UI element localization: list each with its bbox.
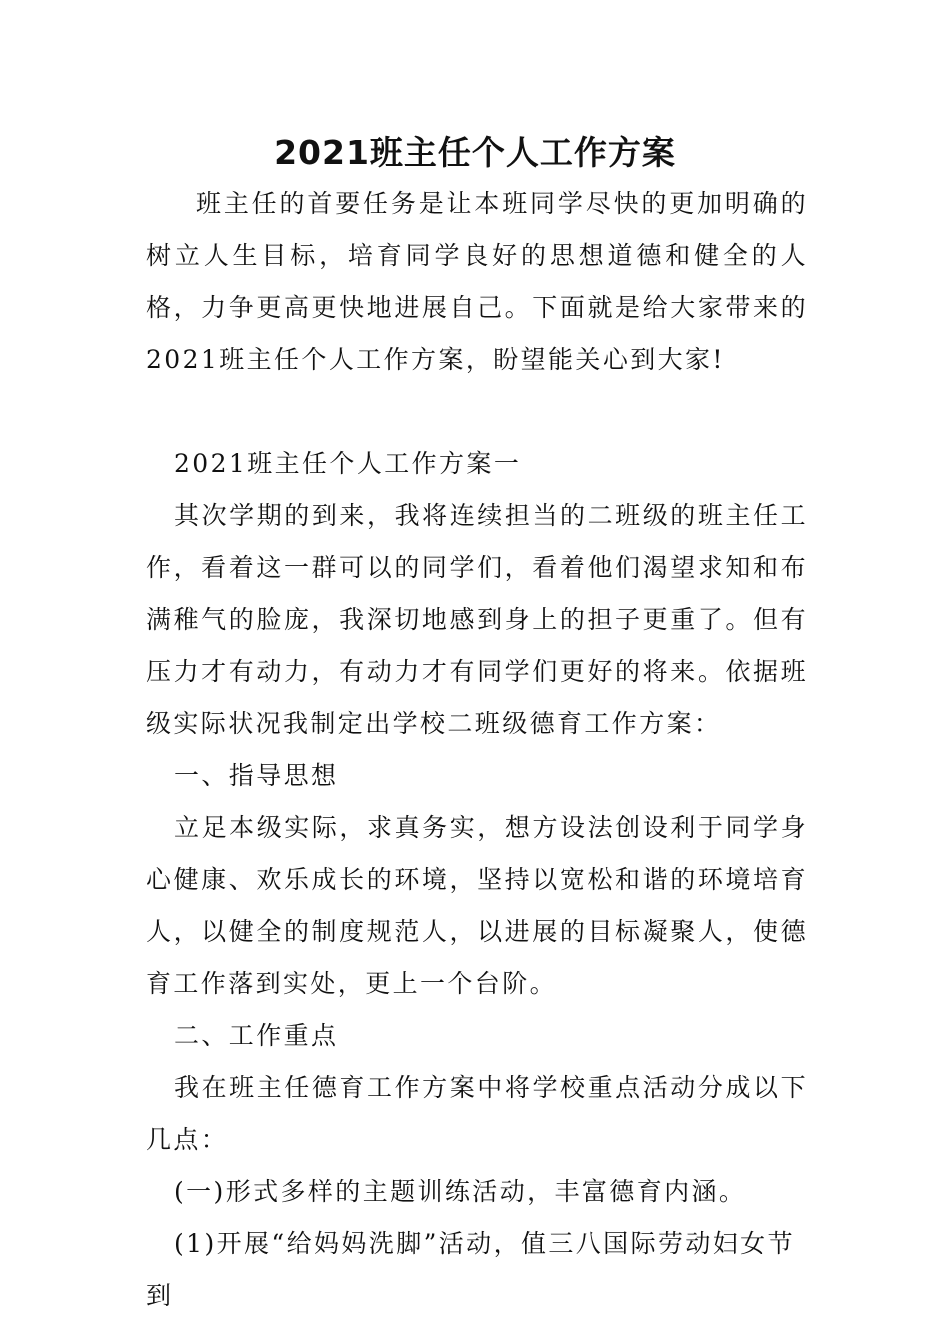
intro-paragraph: 班主任的首要任务是让本班同学尽快的更加明确的树立人生目标，培育同学良好的思想道德和健全的人格，力争更高更快地进展自己。下面就是给大家带来的2021班主任个人工作方案，盼望能关心到大家! (146, 189, 808, 374)
heading-guiding-ideology: 一、指导思想 (174, 761, 339, 790)
blank-line (146, 386, 808, 438)
list-item-1: (一)形式多样的主题训练活动，丰富德育内涵。 (174, 1177, 747, 1206)
heading-work-focus: 二、工作重点 (174, 1021, 339, 1050)
paragraph-2: 立足本级实际，求真务实，想方设法创设利于同学身心健康、欢乐成长的环境，坚持以宽松和谐的环境培育人，以健全的制度规范人，以进展的目标凝聚人，使德育工作落到实处，更上一个台阶。 (146, 813, 808, 998)
paragraph-1: 其次学期的到来，我将连续担当的二班级的班主任工作，看着这一群可以的同学们，看着他们渴望求知和布满稚气的脸庞，我深切地感到身上的担子更重了。但有压力才有动力，有动力才有同学们更好的将来。依据班级实际状况我制定出学校二班级德育工作方案： (146, 501, 808, 738)
list-item-2: (1)开展“给妈妈洗脚”活动，值三八国际劳动妇女节到 (146, 1229, 795, 1310)
document-title: 2021班主任个人工作方案 (274, 133, 676, 172)
document-body (146, 178, 808, 1322)
paragraph-3: 我在班主任德育工作方案中将学校重点活动分成以下几点： (146, 1073, 808, 1154)
section-title: 2021班主任个人工作方案一 (174, 449, 522, 478)
